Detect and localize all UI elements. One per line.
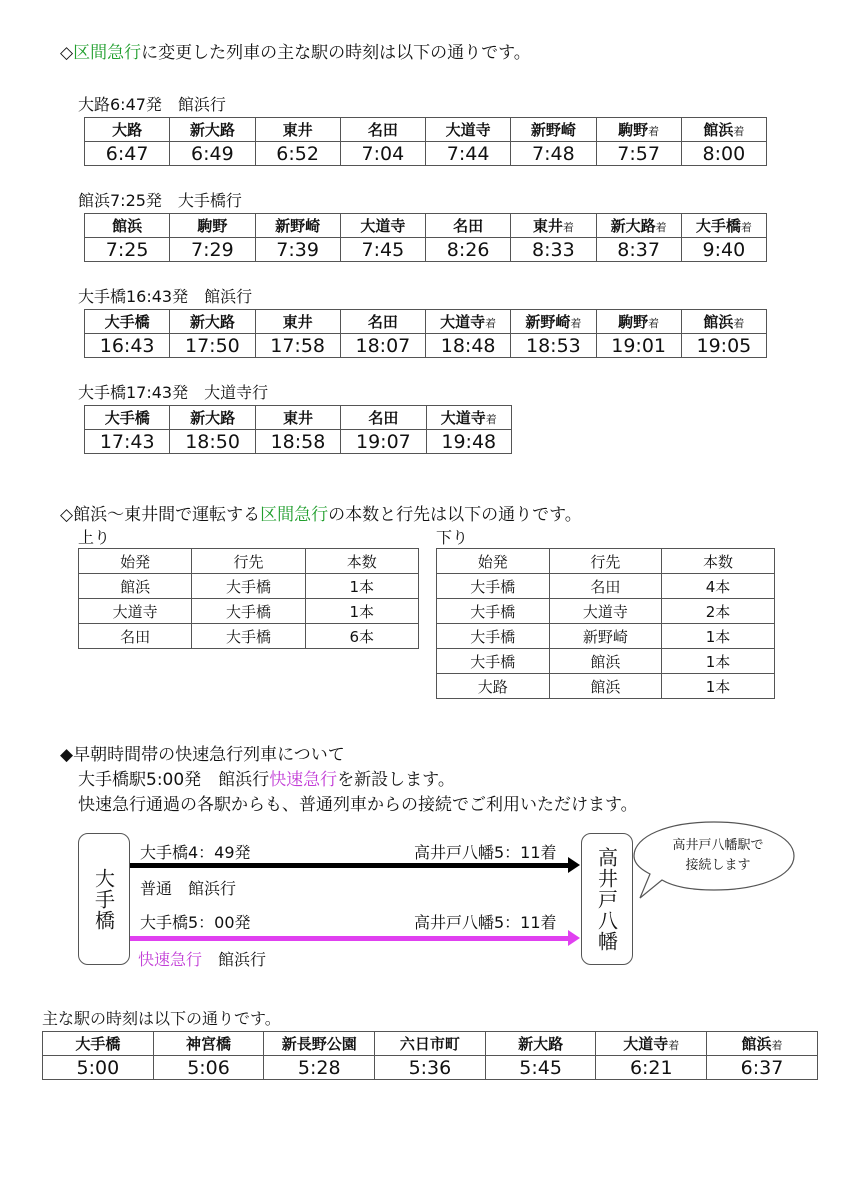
time-cell: 19:48 <box>426 430 511 454</box>
time-cell: 18:48 <box>426 334 511 358</box>
station-cell: 名田 <box>426 214 511 238</box>
train2-type <box>138 947 266 970</box>
header-cell: 行先 <box>549 549 662 574</box>
station-cell: 大道寺着 <box>426 406 511 430</box>
time-cell: 17:50 <box>170 334 255 358</box>
station-cell: 駒野 <box>170 214 255 238</box>
timetable-4-caption: 大手橋17:43発 大道寺行 <box>78 383 269 402</box>
timetable-3 <box>84 309 767 358</box>
time-cell: 17:58 <box>255 334 340 358</box>
section3-line3: 快速急行通過の各駅からも、普通列車からの接続でご利用いただけます。 <box>78 795 638 815</box>
right-station-label: 高井戸八幡 <box>594 846 619 952</box>
table-cell: 大手橋 <box>437 624 550 649</box>
section2-heading <box>60 500 582 525</box>
station-cell: 神宮橋 <box>153 1032 264 1056</box>
time-cell: 7:48 <box>511 142 596 166</box>
table-cell: 館浜 <box>549 674 662 699</box>
table-cell: 大手橋 <box>192 624 305 649</box>
time-cell: 5:28 <box>264 1056 375 1080</box>
station-cell: 六日市町 <box>375 1032 486 1056</box>
station-cell: 館浜着 <box>681 310 766 334</box>
timetable-2 <box>84 213 767 262</box>
header-cell: 行先 <box>192 549 305 574</box>
train1-type: 普通 館浜行 <box>140 879 237 898</box>
down-caption: 下り <box>436 528 469 547</box>
header-cell: 始発 <box>79 549 192 574</box>
table-cell: 館浜 <box>549 649 662 674</box>
section1-heading <box>60 38 531 63</box>
section2-highlight: 区間急行 <box>260 505 329 525</box>
table-cell: 大道寺 <box>549 599 662 624</box>
train2-depart: 大手橋5：00発 <box>140 913 251 932</box>
station-cell: 館浜着 <box>681 118 766 142</box>
time-cell: 5:06 <box>153 1056 264 1080</box>
time-cell: 19:01 <box>596 334 681 358</box>
time-cell: 7:04 <box>340 142 425 166</box>
header-cell: 本数 <box>305 549 418 574</box>
time-cell: 5:45 <box>485 1056 596 1080</box>
station-cell: 新大路 <box>170 310 255 334</box>
left-station-label: 大手橋 <box>91 867 116 931</box>
time-cell: 6:21 <box>596 1056 707 1080</box>
station-cell: 新大路 <box>170 406 255 430</box>
time-cell: 18:53 <box>511 334 596 358</box>
time-cell: 8:37 <box>596 238 681 262</box>
station-cell: 大手橋 <box>85 310 170 334</box>
time-cell: 8:33 <box>511 238 596 262</box>
time-cell: 7:39 <box>255 238 340 262</box>
time-cell: 6:37 <box>707 1056 818 1080</box>
left-station-box <box>78 833 130 965</box>
time-cell: 7:29 <box>170 238 255 262</box>
table-cell: 大道寺 <box>79 599 192 624</box>
timetable-5 <box>42 1031 818 1080</box>
table-cell: 1本 <box>662 674 775 699</box>
table-cell: 4本 <box>662 574 775 599</box>
station-cell: 駒野着 <box>596 310 681 334</box>
right-station-box <box>581 833 633 965</box>
section3-title: ◆早朝時間帯の快速急行列車について <box>60 745 345 765</box>
station-cell: 名田 <box>341 406 426 430</box>
diamond-marker: ◇ <box>60 43 74 63</box>
table-cell: 館浜 <box>79 574 192 599</box>
station-cell: 大道寺着 <box>596 1032 707 1056</box>
station-cell: 東井 <box>255 118 340 142</box>
table-cell: 名田 <box>79 624 192 649</box>
station-cell: 東井 <box>255 310 340 334</box>
station-cell: 名田 <box>340 118 425 142</box>
timetable-4 <box>84 405 512 454</box>
section3-highlight: 快速急行 <box>269 770 338 790</box>
time-cell: 19:05 <box>681 334 766 358</box>
time-cell: 16:43 <box>85 334 170 358</box>
train2-arrow-line <box>130 936 570 941</box>
station-cell: 駒野着 <box>596 118 681 142</box>
time-cell: 7:57 <box>596 142 681 166</box>
station-cell: 新野崎 <box>255 214 340 238</box>
table-cell: 名田 <box>549 574 662 599</box>
station-cell: 大道寺 <box>340 214 425 238</box>
section2-text-b: の本数と行先は以下の通りです。 <box>328 505 582 525</box>
timetable-1 <box>84 117 767 166</box>
time-cell: 7:25 <box>85 238 170 262</box>
time-cell: 8:26 <box>426 238 511 262</box>
station-cell: 大路 <box>85 118 170 142</box>
table-cell: 大手橋 <box>437 599 550 624</box>
section2-text-a: ◇館浜～東井間で運転する <box>60 505 261 525</box>
station-cell: 新大路 <box>485 1032 596 1056</box>
timetable-2-caption: 館浜7:25発 大手橋行 <box>78 191 242 210</box>
header-cell: 本数 <box>662 549 775 574</box>
station-cell: 大手橋 <box>85 406 170 430</box>
station-cell: 新大路着 <box>596 214 681 238</box>
station-cell: 東井着 <box>511 214 596 238</box>
train1-arrive: 高井戸八幡5：11着 <box>414 843 557 862</box>
station-cell: 東井 <box>255 406 340 430</box>
station-cell: 大道寺 <box>426 118 511 142</box>
train1-arrow-line <box>130 863 570 868</box>
table-cell: 大手橋 <box>437 649 550 674</box>
train2-type-rest: 館浜行 <box>202 950 267 969</box>
train1-depart: 大手橋4：49発 <box>140 843 251 862</box>
table-cell: 2本 <box>662 599 775 624</box>
table-cell: 1本 <box>305 599 418 624</box>
time-cell: 5:36 <box>375 1056 486 1080</box>
station-cell: 新野崎 <box>511 118 596 142</box>
time-cell: 7:45 <box>340 238 425 262</box>
station-cell: 新長野公園 <box>264 1032 375 1056</box>
time-cell: 5:00 <box>43 1056 154 1080</box>
table-cell: 6本 <box>305 624 418 649</box>
down-count-table <box>436 548 775 699</box>
time-cell: 7:44 <box>426 142 511 166</box>
station-cell: 新大路 <box>170 118 255 142</box>
section3-line2-b: を新設します。 <box>337 770 455 790</box>
station-cell: 館浜 <box>85 214 170 238</box>
train2-arrive: 高井戸八幡5：11着 <box>414 913 557 932</box>
header-cell: 始発 <box>437 549 550 574</box>
station-cell: 大手橋 <box>43 1032 154 1056</box>
train2-type-highlight: 快速急行 <box>138 950 203 969</box>
up-caption: 上り <box>78 528 111 547</box>
time-cell: 19:07 <box>341 430 426 454</box>
table-cell: 大手橋 <box>192 599 305 624</box>
table-cell: 1本 <box>662 649 775 674</box>
train2-arrow-head <box>568 930 580 946</box>
section4-caption: 主な駅の時刻は以下の通りです。 <box>42 1009 281 1028</box>
timetable-1-caption: 大路6:47発 館浜行 <box>78 95 226 114</box>
table-cell: 大手橋 <box>437 574 550 599</box>
timetable-3-caption: 大手橋16:43発 館浜行 <box>78 287 253 306</box>
station-cell: 大手橋着 <box>681 214 766 238</box>
time-cell: 8:00 <box>681 142 766 166</box>
table-cell: 1本 <box>662 624 775 649</box>
time-cell: 18:07 <box>340 334 425 358</box>
table-cell: 1本 <box>305 574 418 599</box>
time-cell: 6:52 <box>255 142 340 166</box>
section3-line2 <box>78 765 455 790</box>
time-cell: 18:58 <box>255 430 340 454</box>
table-cell: 大手橋 <box>192 574 305 599</box>
section3-line2-a: 大手橋駅5:00発 館浜行 <box>78 770 270 790</box>
time-cell: 18:50 <box>170 430 255 454</box>
section1-text: に変更した列車の主な駅の時刻は以下の通りです。 <box>141 43 531 63</box>
station-cell: 館浜着 <box>707 1032 818 1056</box>
section1-highlight: 区間急行 <box>73 43 142 63</box>
table-cell: 大路 <box>437 674 550 699</box>
station-cell: 大道寺着 <box>426 310 511 334</box>
time-cell: 6:47 <box>85 142 170 166</box>
station-cell: 名田 <box>340 310 425 334</box>
time-cell: 9:40 <box>681 238 766 262</box>
station-cell: 新野崎着 <box>511 310 596 334</box>
time-cell: 17:43 <box>85 430 170 454</box>
callout-text: 高井戸八幡駅で 接続します <box>672 838 764 873</box>
table-cell: 新野崎 <box>549 624 662 649</box>
train1-arrow-head <box>568 857 580 873</box>
up-count-table <box>78 548 419 649</box>
time-cell: 6:49 <box>170 142 255 166</box>
